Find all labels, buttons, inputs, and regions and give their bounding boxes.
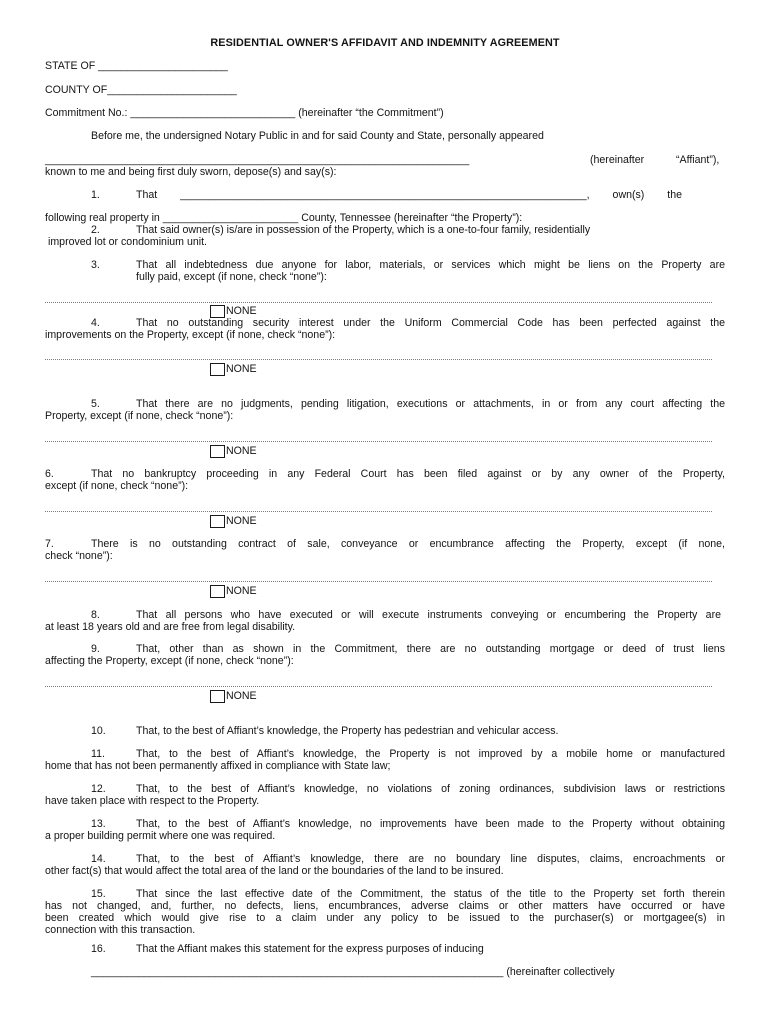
item-16-text: That the Affiant makes this statement for the express purposes of inducing: [136, 943, 484, 955]
item-7-text: There is no outstanding contract of sale, conveyance or encumbrance affecting the Property, except (if none,: [91, 538, 725, 550]
item-2-text: That said owner(s) is/are in possession of the Property, which is a one-to-four family, residentially: [136, 224, 591, 236]
document-title: RESIDENTIAL OWNER'S AFFIDAVIT AND INDEMNITY AGREEMENT: [210, 37, 560, 49]
item-7-none-checkbox[interactable]: [210, 585, 225, 598]
item-4-none-checkbox[interactable]: [210, 363, 225, 376]
item-15-number: 15.: [91, 888, 106, 900]
item-12-text-cont: have taken place with respect to the Property.: [45, 795, 260, 807]
item-1-number: 1.: [91, 189, 100, 201]
affiant-name-field[interactable]: ________________________________________________________________________: [45, 154, 470, 166]
item-5-text-cont: Property, except (if none, check “none”):: [45, 410, 234, 422]
item-11-number: 11.: [91, 748, 105, 760]
commitment-field[interactable]: Commitment No.: ____________________________ (hereinafter “the Commitment”): [45, 107, 444, 119]
item-10-text: That, to the best of Affiant’s knowledge, the Property has pedestrian and vehicular access.: [136, 725, 559, 737]
item-9-text-cont: affecting the Property, except (if none, check “none”):: [45, 655, 294, 667]
item-6-none-label: NONE: [226, 515, 257, 527]
intro-text: Before me, the undersigned Notary Public in and for said County and State, personally appeared: [91, 130, 544, 142]
item-4-text: That no outstanding security interest under the Uniform Commercial Code has been perfected against the: [136, 317, 725, 329]
item-2-text-cont: improved lot or condominium unit.: [48, 236, 207, 248]
item-4-none-label: NONE: [226, 363, 257, 375]
item-1-text[interactable]: That _____________________________________________________________________, own(s) the: [136, 189, 682, 201]
item-5-exception-line[interactable]: [45, 441, 712, 442]
item-5-none-label: NONE: [226, 445, 257, 457]
item-7-none-label: NONE: [226, 585, 257, 597]
item-15-text-cont-3: connection with this transaction.: [45, 924, 196, 936]
item-16-number: 16.: [91, 943, 106, 955]
item-15-text-cont-1: has not changed, and, further, no defects, liens, encumbrances, adverse claims or other matters have occurred or have: [45, 900, 725, 912]
item-3-text: That all indebtedness due anyone for labor, materials, or services which might be liens on the Property are: [136, 259, 725, 271]
item-11-text: That, to the best of Affiant’s knowledge, the Property is not improved by a mobile home or manufactured: [136, 748, 725, 760]
item-9-number: 9.: [91, 643, 100, 655]
item-11-text-cont: home that has not been permanently affixed in compliance with State law;: [45, 760, 391, 772]
item-4-number: 4.: [91, 317, 100, 329]
item-5-number: 5.: [91, 398, 100, 410]
item-4-exception-line[interactable]: [45, 359, 712, 360]
item-9-none-checkbox[interactable]: [210, 690, 225, 703]
item-14-text-cont: other fact(s) that would affect the total area of the land or the boundaries of the land to be insured.: [45, 865, 504, 877]
item-8-text-cont: at least 18 years old and are free from legal disability.: [45, 621, 296, 633]
item-13-text: That, to the best of Affiant’s knowledge, no improvements have been made to the Property without obtaining: [136, 818, 725, 830]
item-16-beneficiary-field[interactable]: ______________________________________________________________________ (hereinafter collectively: [91, 966, 615, 978]
item-9-text: That, other than as shown in the Commitment, there are no outstanding mortgage or deed of trust liens: [136, 643, 725, 655]
item-14-text: That, to the best of Affiant’s knowledge, there are no boundary line disputes, claims, encroachments or: [136, 853, 725, 865]
item-9-exception-line[interactable]: [45, 686, 712, 687]
item-14-number: 14.: [91, 853, 106, 865]
item-3-number: 3.: [91, 259, 100, 271]
item-5-text: That there are no judgments, pending litigation, executions or attachments, in or from any court affecting the: [136, 398, 725, 410]
state-field[interactable]: STATE OF ______________________: [45, 60, 228, 72]
item-15-text-cont-2: been created which would give rise to a claim under any policy to be issued to the purchaser(s) or mortgagee(s) in: [45, 912, 725, 924]
item-6-none-checkbox[interactable]: [210, 515, 225, 528]
item-13-text-cont: a proper building permit where one was required.: [45, 830, 276, 842]
item-8-text: That all persons who have executed or will execute instruments conveying or encumbering the Property are: [136, 609, 721, 621]
item-6-text-cont: except (if none, check “none”):: [45, 480, 189, 492]
item-3-text-cont: fully paid, except (if none, check “none”):: [136, 271, 327, 283]
item-7-text-cont: check “none”):: [45, 550, 113, 562]
item-7-number: 7.: [45, 538, 54, 550]
item-7-exception-line[interactable]: [45, 581, 712, 582]
item-4-text-cont: improvements on the Property, except (if none, check “none”):: [45, 329, 336, 341]
affiant-hereinafter: (hereinafter: [590, 154, 645, 166]
item-5-none-checkbox[interactable]: [210, 445, 225, 458]
item-8-number: 8.: [91, 609, 100, 621]
item-10-number: 10.: [91, 725, 106, 737]
item-6-exception-line[interactable]: [45, 511, 712, 512]
item-12-number: 12.: [91, 783, 106, 795]
item-2-number: 2.: [91, 224, 100, 236]
item-3-none-label: NONE: [226, 305, 257, 317]
item-6-text: That no bankruptcy proceeding in any Federal Court has been filed against or by any owner of the Property,: [91, 468, 725, 480]
county-field[interactable]: COUNTY OF______________________: [45, 84, 237, 96]
item-13-number: 13.: [91, 818, 106, 830]
item-9-none-label: NONE: [226, 690, 257, 702]
sworn-text: known to me and being first duly sworn, depose(s) and say(s):: [45, 166, 337, 178]
item-6-number: 6.: [45, 468, 54, 480]
item-1-text-cont[interactable]: following real property in _______________________ County, Tennessee (hereinafter “the Property”):: [45, 212, 523, 224]
item-15-text: That since the last effective date of the Commitment, the status of the title to the Property set forth therein: [136, 888, 725, 900]
item-12-text: That, to the best of Affiant’s knowledge, no violations of zoning ordinances, subdivision laws or restrictions: [136, 783, 725, 795]
affiant-label: “Affiant”),: [676, 154, 720, 166]
item-3-exception-line[interactable]: [45, 302, 712, 303]
